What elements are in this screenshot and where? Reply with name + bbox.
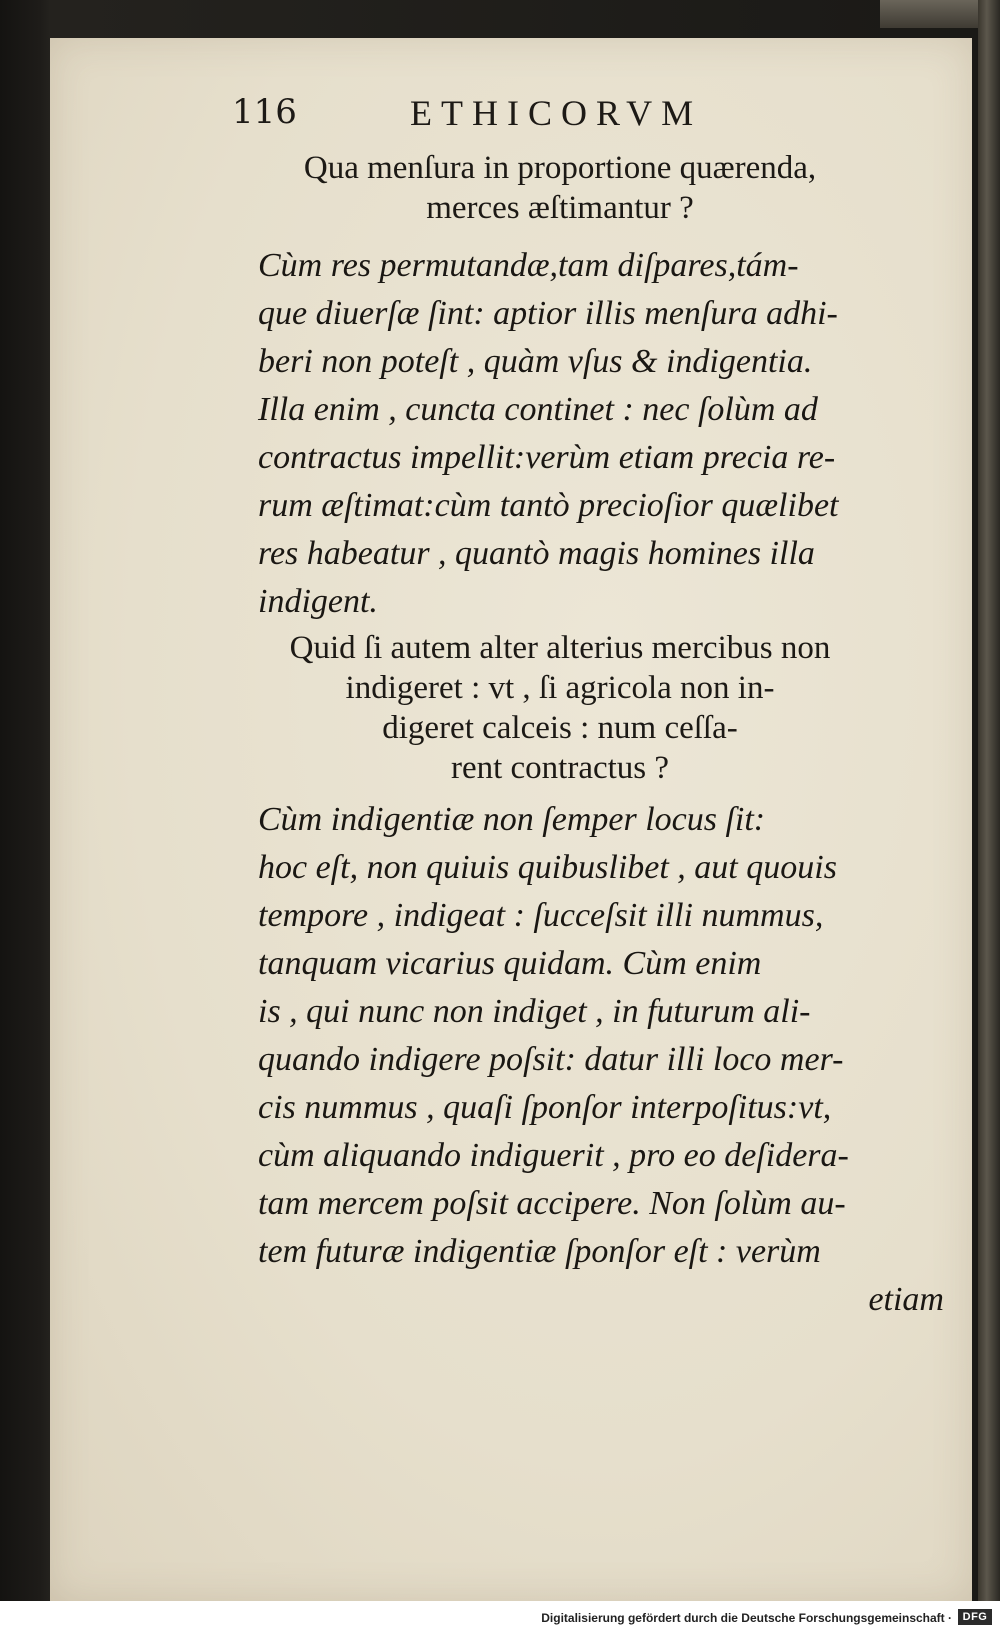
heading-line: indigeret : vt , ſi agricola non in- (345, 670, 775, 706)
text-line: Cùm indigentiæ non ſemper locus ſit: (258, 801, 766, 838)
heading-line: Qua menſura in proportione quærenda, (303, 150, 817, 186)
text-line: tanquam vicarius quidam. Cùm enim (258, 945, 762, 982)
text-line: rum æſtimat:cùm tantò precioſior quælibet (258, 487, 839, 524)
page-number: 116 (232, 92, 297, 132)
running-title: ETHICORVM (410, 93, 703, 133)
paragraph-1 (258, 242, 938, 626)
text-line: que diuerſæ ſint: aptior illis menſura adhi- (258, 295, 838, 332)
text-line: quando indigere poſsit: datur illi loco mer- (258, 1041, 844, 1078)
text-line: contractus impellit:verùm etiam precia re- (258, 439, 836, 476)
heading-line: rent contractus ? (450, 750, 670, 786)
book-edge-right (978, 0, 1000, 1631)
text-line: Cùm res permutandæ,tam diſpares,tám- (258, 247, 799, 284)
footer-bar (0, 1601, 1000, 1631)
text-line: is , qui nunc non indiget , in futurum ali- (258, 993, 811, 1030)
text-line: cùm aliquando indiguerit , pro eo deſidera- (258, 1137, 849, 1174)
text-line: hoc eſt, non quiuis quibuslibet , aut quouis (258, 849, 837, 886)
text-line: beri non poteſt , quàm vſus & indigentia. (258, 343, 813, 380)
text-line: indigent. (258, 583, 378, 620)
running-head (232, 92, 872, 148)
text-line: tempore , indigeat : ſucceſsit illi nummus, (258, 897, 824, 934)
text-line: cis nummus , quaſi ſponſor interpoſitus:vt, (258, 1089, 832, 1126)
paragraph-2 (258, 796, 948, 1324)
text-line: tam mercem poſsit accipere. Non ſolùm au- (258, 1185, 846, 1222)
text-line: etiam (868, 1281, 944, 1318)
heading-line: Quid ſi autem alter alterius mercibus non (289, 630, 831, 666)
dfg-logo: DFG (958, 1609, 992, 1625)
text-line: Illa enim , cuncta continet : nec ſolùm ad (258, 391, 818, 428)
heading-line: digeret calceis : num ceſſa- (382, 710, 738, 746)
funding-notice: Digitalisierung gefördert durch die Deutsche Forschungsgemeinschaft · (541, 1611, 952, 1625)
section-heading-2 (220, 628, 900, 788)
text-line: res habeatur , quantò magis homines illa (258, 535, 815, 572)
text-line: tem futuræ indigentiæ ſponſor eſt : verùm (258, 1233, 821, 1270)
section-heading-1 (220, 148, 900, 228)
heading-line: merces æſtimantur ? (426, 190, 694, 226)
